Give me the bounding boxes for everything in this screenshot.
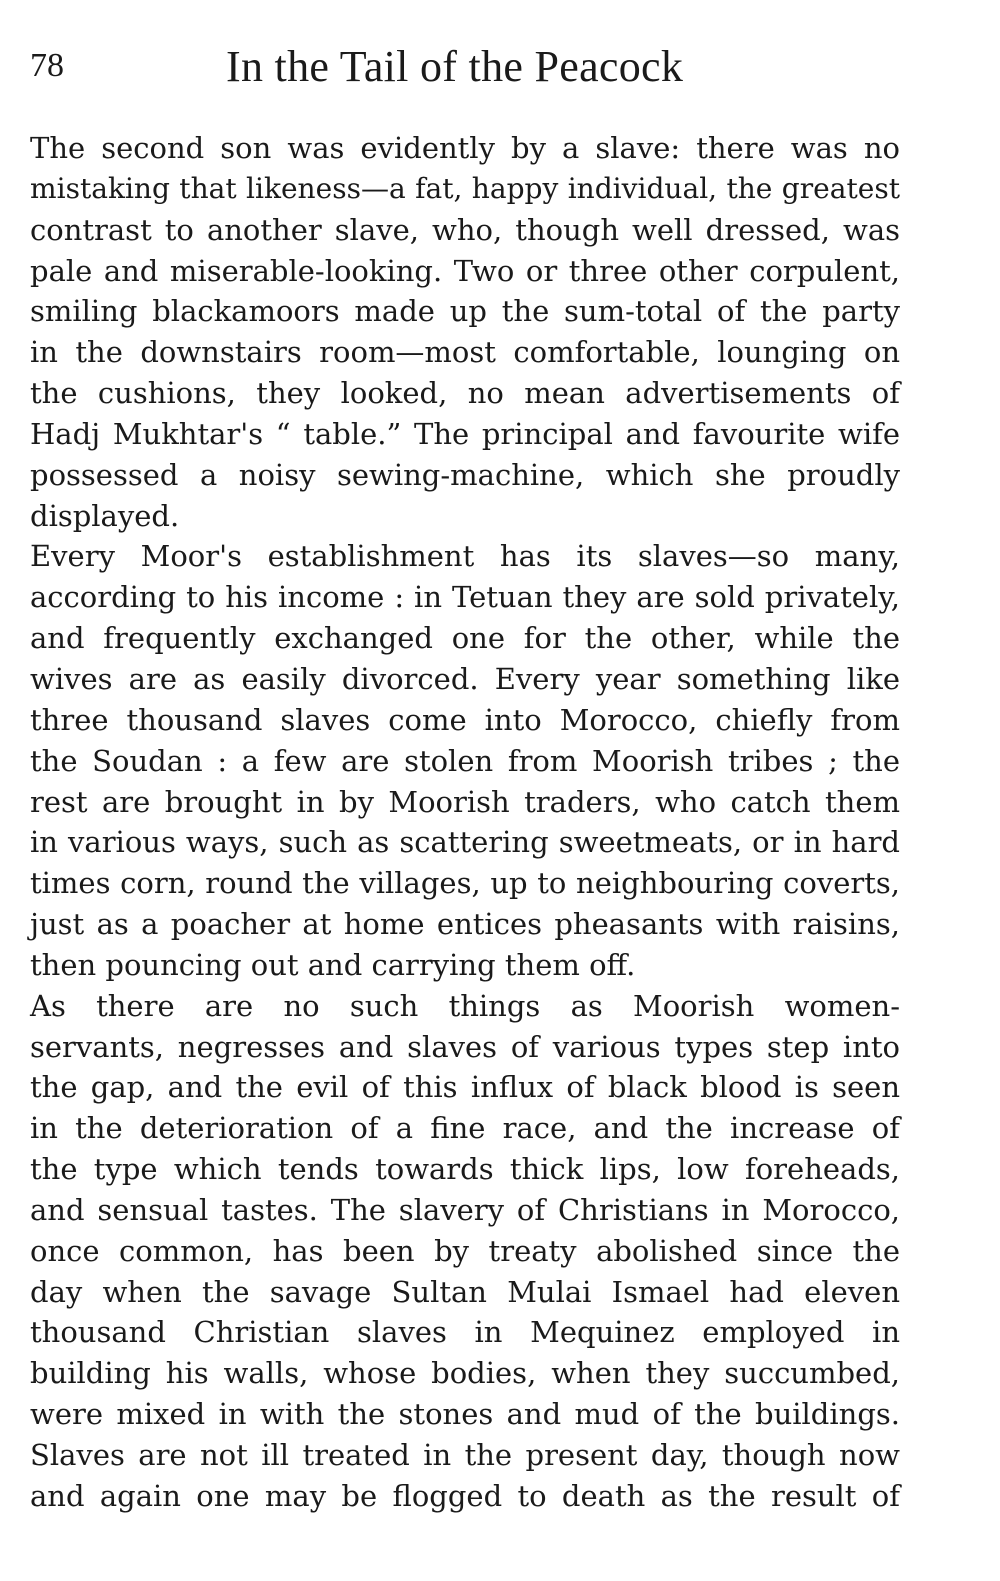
text-line: and again one may be flogged to death as the result of [30, 1478, 900, 1513]
text-line: were mixed in with the stones and mud of the buildings. [30, 1397, 900, 1432]
text-line: in the deterioration of a fine race, and the increase of [30, 1111, 900, 1146]
text-line: Hadj Mukhtar's “ table.” The principal and favourite wife [30, 416, 900, 451]
text-line: the cushions, they looked, no mean advertisements of [30, 376, 900, 411]
text-line: mistaking that likeness—a fat, happy individual, the greatest [30, 171, 900, 205]
text-line: pale and miserable-looking. Two or three other corpulent, [30, 253, 900, 288]
text-line: Every Moor's establishment has its slaves—so many, [30, 539, 900, 574]
text-line: displayed. [30, 498, 180, 533]
text-line: day when the savage Sultan Mulai Ismael had eleven [30, 1274, 900, 1309]
page-number: 78 [30, 47, 64, 84]
text-line: the type which tends towards thick lips, low foreheads, [30, 1152, 900, 1187]
text-line: three thousand slaves come into Morocco, chiefly from [30, 702, 900, 737]
paragraph-2 [30, 536, 900, 985]
paragraph-3 [30, 986, 900, 1517]
text-line: possessed a noisy sewing-machine, which she proudly [30, 457, 900, 492]
body-text [30, 128, 900, 1517]
text-line: then pouncing out and carrying them off. [30, 947, 636, 982]
text-line: thousand Christian slaves in Mequinez employed in [30, 1315, 900, 1350]
text-line: wives are as easily divorced. Every year something like [30, 661, 900, 696]
paragraph-1 [30, 128, 900, 536]
text-line: the Soudan : a few are stolen from Moorish tribes ; the [30, 743, 900, 778]
text-line: rest are brought in by Moorish traders, who catch them [30, 784, 900, 819]
text-line: once common, has been by treaty abolished since the [30, 1233, 900, 1268]
text-line: times corn, round the villages, up to neighbouring coverts, [30, 866, 900, 901]
text-line: smiling blackamoors made up the sum-total of the party [30, 294, 900, 329]
text-line: contrast to another slave, who, though well dressed, was [30, 212, 900, 247]
text-line: Slaves are not ill treated in the present day, though now [30, 1438, 900, 1472]
running-title: In the Tail of the Peacock [226, 42, 684, 91]
text-line: and frequently exchanged one for the other, while the [30, 621, 900, 656]
text-line: building his walls, whose bodies, when they succumbed, [30, 1356, 900, 1391]
text-line: The second son was evidently by a slave: there was no [30, 131, 900, 165]
text-line: according to his income : in Tetuan they are sold privately, [30, 580, 900, 615]
text-line: As there are no such things as Moorish women- [30, 988, 900, 1023]
text-line: the gap, and the evil of this influx of black blood is seen [30, 1070, 900, 1105]
text-line: in various ways, such as scattering sweetmeats, or in hard [30, 825, 900, 860]
text-line: and sensual tastes. The slavery of Christians in Morocco, [30, 1192, 900, 1227]
text-line: in the downstairs room—most comfortable, lounging on [30, 335, 900, 370]
text-line: servants, negresses and slaves of various types step into [30, 1029, 900, 1064]
text-line: just as a poacher at home entices pheasants with raisins, [30, 907, 900, 942]
